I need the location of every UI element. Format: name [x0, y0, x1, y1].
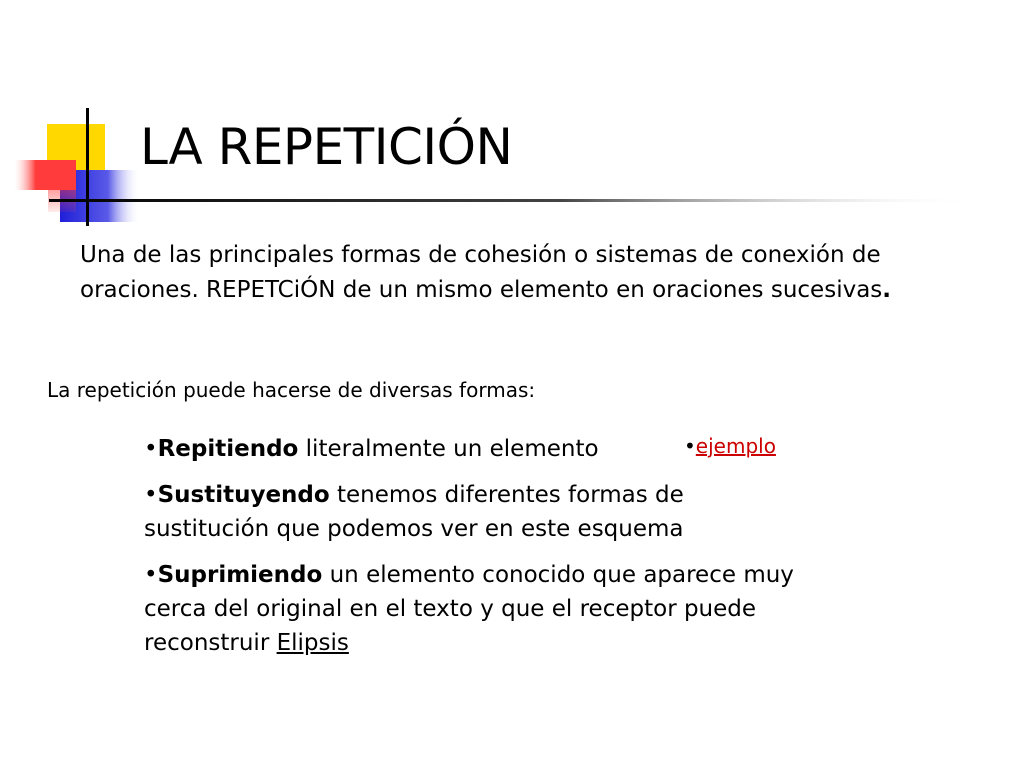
lead-sentence: La repetición puede hacerse de diversas formas: [47, 378, 536, 402]
bullet-text: literalmente un elemento [298, 436, 599, 462]
bullet-mark: • [684, 434, 696, 458]
intro-text: Una de las principales formas de cohesión o sistemas de conexión de oraciones. REPETCiÓN de un mismo elemento en oraciones sucesivas [80, 242, 883, 303]
bullet-mark: • [144, 482, 158, 508]
bullet-mark: • [144, 436, 158, 462]
bullet-term: Sustituyendo [157, 482, 330, 508]
bullet-item-suprimiendo [144, 558, 804, 660]
horizontal-rule [49, 199, 979, 202]
intro-period: . [882, 277, 892, 303]
red-bar-fade [48, 160, 76, 212]
intro-paragraph [80, 238, 940, 308]
vertical-rule [86, 108, 89, 226]
bullet-text: tenemos diferentes formas de sustitución que podemos ver en este esquema [144, 482, 684, 542]
bullet-text: un elemento conocido que aparece muy cerca del original en el texto y que el receptor puede reconstruir [144, 562, 794, 656]
example-item [684, 432, 776, 460]
slide-title: LA REPETICIÓN [140, 118, 513, 176]
bullet-item-sustituyendo [144, 478, 804, 546]
bullet-term: Repitiendo [157, 436, 299, 462]
bullet-list [144, 432, 804, 672]
ejemplo-link[interactable]: ejemplo [695, 434, 776, 458]
bullet-mark: • [144, 562, 158, 588]
elipsis-link[interactable]: Elipsis [276, 630, 349, 656]
bullet-term: Suprimiendo [157, 562, 323, 588]
